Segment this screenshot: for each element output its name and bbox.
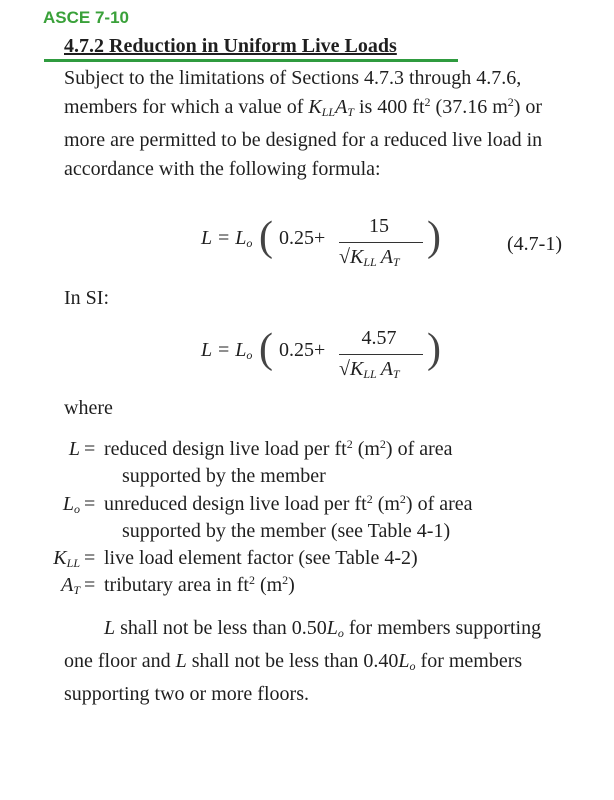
standard-label: ASCE 7-10 <box>43 8 129 27</box>
definition-kll: $K_{LL}$ = live load element factor (see Table 4-2) <box>53 547 418 570</box>
section-title: 4.7.2 Reduction in Uniform Live Loads <box>64 35 397 57</box>
intro-paragraph: Subject to the limitations of Sections 4.7.3 through 4.7.6, members for which a value of $K_{LL}A_T$ is 400 $ft^2$ (37.16 $m^2$) or more are permitted to be designed for a reduced live load in accordance with the following formula: <box>64 67 543 180</box>
equation-number: (4.7-1) <box>507 233 562 255</box>
definition-at: $A_T$ = tributary area in $ft^2$ $(m^2)$ <box>61 573 295 597</box>
equation-si: $L = L_o$ ( 0.25+ 4.57 $√K_{LL}$ $A_T$ ) <box>201 326 441 381</box>
definition-lo: $L_o$ = unreduced design live load per $ft^2$ $(m^2)$ of area supported by the member (see Table 4-1) <box>62 492 473 542</box>
equation-4-7-1: $L = L_o$ ( 0.25+ 15 $√K_{LL}$ $A_T$ ) <box>201 214 441 269</box>
si-label: In SI: <box>64 287 109 309</box>
highlight-underline <box>44 59 458 62</box>
limit-paragraph: L shall not be less than $0.50L_o$ for members supporting one floor and L shall not be less than $0.40L_o$ for members supporting two or more floors. <box>64 617 542 705</box>
definition-l: L = reduced design live load per $ft^2$ $(m^2)$ of area supported by the member <box>68 437 453 487</box>
where-label: where <box>64 397 113 419</box>
